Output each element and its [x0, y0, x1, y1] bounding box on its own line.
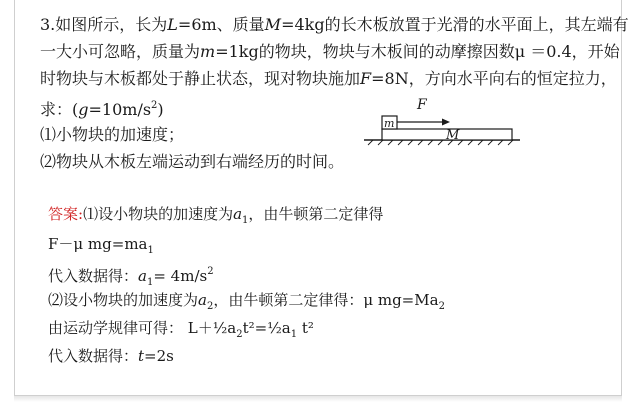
text: =1kg的物块，物块与木板间的动摩擦因数μ ＝0.4，开始 [215, 42, 620, 61]
problem-line-4 [40, 96, 164, 120]
force-label: F [417, 97, 427, 113]
answer-label: 答案: [48, 205, 84, 223]
question-2 [40, 152, 344, 172]
text: 代入数据得： [48, 347, 139, 365]
text: = 4m/s [153, 267, 208, 285]
answer-line-5 [48, 318, 314, 345]
answer-line-1 [48, 204, 383, 231]
text: ，由牛顿第二定律得 [248, 205, 384, 223]
text: =2s [144, 347, 174, 365]
text: =6m、质量 [177, 15, 265, 34]
var-a: a [138, 267, 147, 285]
text: t²=½a [242, 319, 291, 337]
text: ⑴小物块的加速度； [40, 125, 185, 144]
text: 求：( [40, 100, 79, 119]
subscript: 1 [146, 277, 154, 288]
var-a: a [198, 291, 207, 309]
page-shadow [14, 396, 622, 402]
subscript: 1 [290, 329, 298, 340]
text: =4kg的长木板放置于光滑的水平面上，其左端有 [281, 15, 629, 34]
subscript: 1 [147, 245, 154, 256]
page-border-right [621, 0, 622, 395]
text: ，由牛顿第二定律得：μ mg=Ma [213, 291, 439, 309]
problem-line-2 [40, 42, 620, 62]
question-1 [40, 125, 184, 145]
physics-diagram [362, 96, 522, 146]
text: 时物块与木板都处于静止状态，现对物块施加 [40, 69, 361, 88]
var-g: g [78, 100, 89, 119]
problem-line-1 [40, 15, 629, 35]
text: =8N，方向水平向右的恒定拉力， [371, 69, 617, 88]
text: ⑴设小物块的加速度为 [83, 205, 234, 223]
text: t² [297, 319, 314, 337]
var-F: F [360, 69, 372, 88]
text: 一大小可忽略，质量为 [40, 42, 201, 61]
var-L: L [167, 15, 178, 34]
text: 代入数据得： [48, 267, 139, 285]
text: 由运动学规律可得： L＋½a [48, 319, 237, 337]
answer-line-6 [48, 346, 174, 366]
text: ⑵物块从木板左端运动到右端经历的时间。 [40, 152, 345, 171]
board-label: M [446, 128, 460, 143]
var-a: a [233, 205, 243, 223]
superscript: 2 [207, 266, 214, 277]
text: ) [157, 100, 164, 119]
superscript: 2 [151, 100, 158, 111]
var-m: m [200, 42, 216, 61]
text: ⑵设小物块的加速度为 [48, 291, 199, 309]
answer-line-3 [48, 262, 214, 293]
subscript: 2 [206, 301, 214, 312]
subscript: 2 [236, 329, 243, 340]
block-label: m [384, 117, 395, 130]
text: 3.如图所示，长为 [40, 15, 168, 34]
subscript: 1 [242, 215, 249, 226]
text: F－μ mg=ma [48, 235, 148, 253]
ground-hatching [368, 140, 513, 145]
problem-line-3 [40, 69, 617, 89]
var-M: M [264, 15, 282, 34]
subscript: 2 [438, 301, 445, 312]
force-arrow-head [442, 119, 450, 126]
answer-line-4 [48, 290, 445, 317]
answer-line-2 [48, 234, 154, 261]
text: =10m/s [88, 100, 152, 119]
page-border-left [14, 0, 15, 395]
var-t: t [138, 347, 145, 365]
